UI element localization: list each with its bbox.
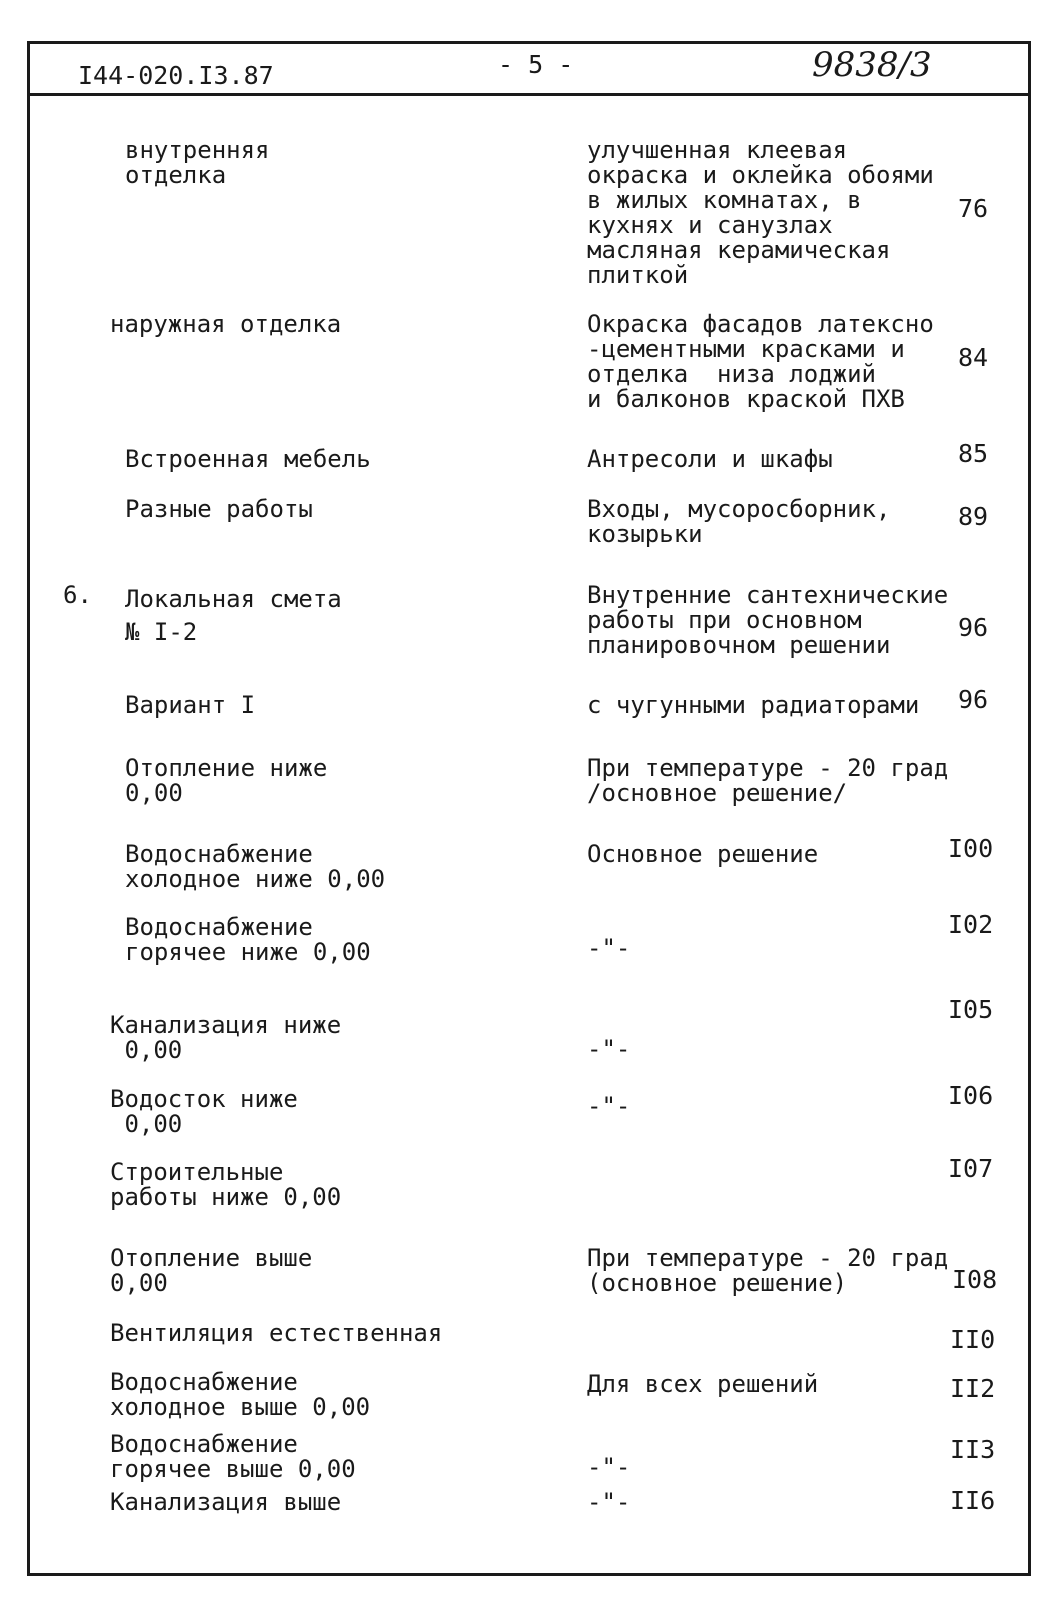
row-page: I06 <box>948 1081 994 1110</box>
row-right: При температуре - 20 град /основное решение/ <box>587 754 949 807</box>
row-page: II6 <box>950 1486 996 1515</box>
row-left: Строительные работы ниже 0,00 <box>110 1158 342 1211</box>
row-page: 76 <box>958 194 989 223</box>
row-left: Локальная смета № I-2 <box>125 585 342 646</box>
row-page: II0 <box>950 1325 996 1354</box>
row-right: -"- <box>587 934 631 962</box>
row-left: Разные работы <box>125 495 313 523</box>
row-page: II3 <box>950 1435 996 1464</box>
row-left: Водоснабжение горячее ниже 0,00 <box>125 913 371 966</box>
row-left: Водоснабжение холодное ниже 0,00 <box>125 840 386 893</box>
row-right: Внутренние сантехнические работы при основном планировочном решении <box>587 581 949 659</box>
row-left: внутренняя отделка <box>125 136 270 189</box>
row-right: -"- <box>587 1488 631 1516</box>
row-page: I02 <box>948 910 994 939</box>
row-left: Вентиляция естественная <box>110 1319 443 1347</box>
row-left: Отопление ниже 0,00 <box>125 754 328 807</box>
row-page: I08 <box>952 1265 998 1294</box>
row-page: 84 <box>958 343 989 372</box>
page-number: - 5 - <box>498 50 574 79</box>
row-right: с чугунными радиаторами <box>587 691 920 719</box>
row-right: Окраска фасадов латексно -цементными красками и отделка низа лоджий и балконов краской ПХВ <box>587 310 934 413</box>
row-right: -"- <box>587 1453 631 1481</box>
row-right: Для всех решений <box>587 1370 819 1398</box>
row-left: Водосток ниже 0,00 <box>110 1085 298 1138</box>
row-page: 89 <box>958 502 989 531</box>
row-right: Основное решение <box>587 840 819 868</box>
row-left: Канализация ниже 0,00 <box>110 1011 342 1064</box>
row-left: наружная отделка <box>110 310 342 338</box>
row-page: 85 <box>958 439 989 468</box>
row-page: 96 <box>958 685 989 714</box>
row-right: -"- <box>587 1035 631 1063</box>
row-right: Входы, мусоросборник, козырьки <box>587 495 891 548</box>
row-page: I07 <box>948 1154 994 1183</box>
row-right: -"- <box>587 1092 631 1120</box>
row-right: При температуре - 20 град (основное решение) <box>587 1244 949 1297</box>
row-left: Водоснабжение горячее выше 0,00 <box>110 1430 356 1483</box>
row-item-number: 6. <box>63 581 92 609</box>
row-right: Антресоли и шкафы <box>587 445 833 473</box>
row-left: Вариант I <box>125 691 256 719</box>
row-page: II2 <box>950 1374 996 1403</box>
row-page: I00 <box>948 834 994 863</box>
doc-code: I44-020.I3.87 <box>78 61 274 90</box>
row-left: Встроенная мебель <box>125 445 371 473</box>
row-left: Отопление выше 0,00 <box>110 1244 313 1297</box>
row-page: 96 <box>958 613 989 642</box>
row-left: Канализация выше <box>110 1488 342 1516</box>
row-left: Водоснабжение холодное выше 0,00 <box>110 1368 371 1421</box>
row-page: I05 <box>948 995 994 1024</box>
archive-number: 9838/3 <box>812 45 932 85</box>
row-right: улучшенная клеевая окраска и оклейка обоями в жилых комнатах, в кухнях и санузлах масляная керамическая плиткой <box>587 136 934 289</box>
header-rule <box>27 93 1031 96</box>
